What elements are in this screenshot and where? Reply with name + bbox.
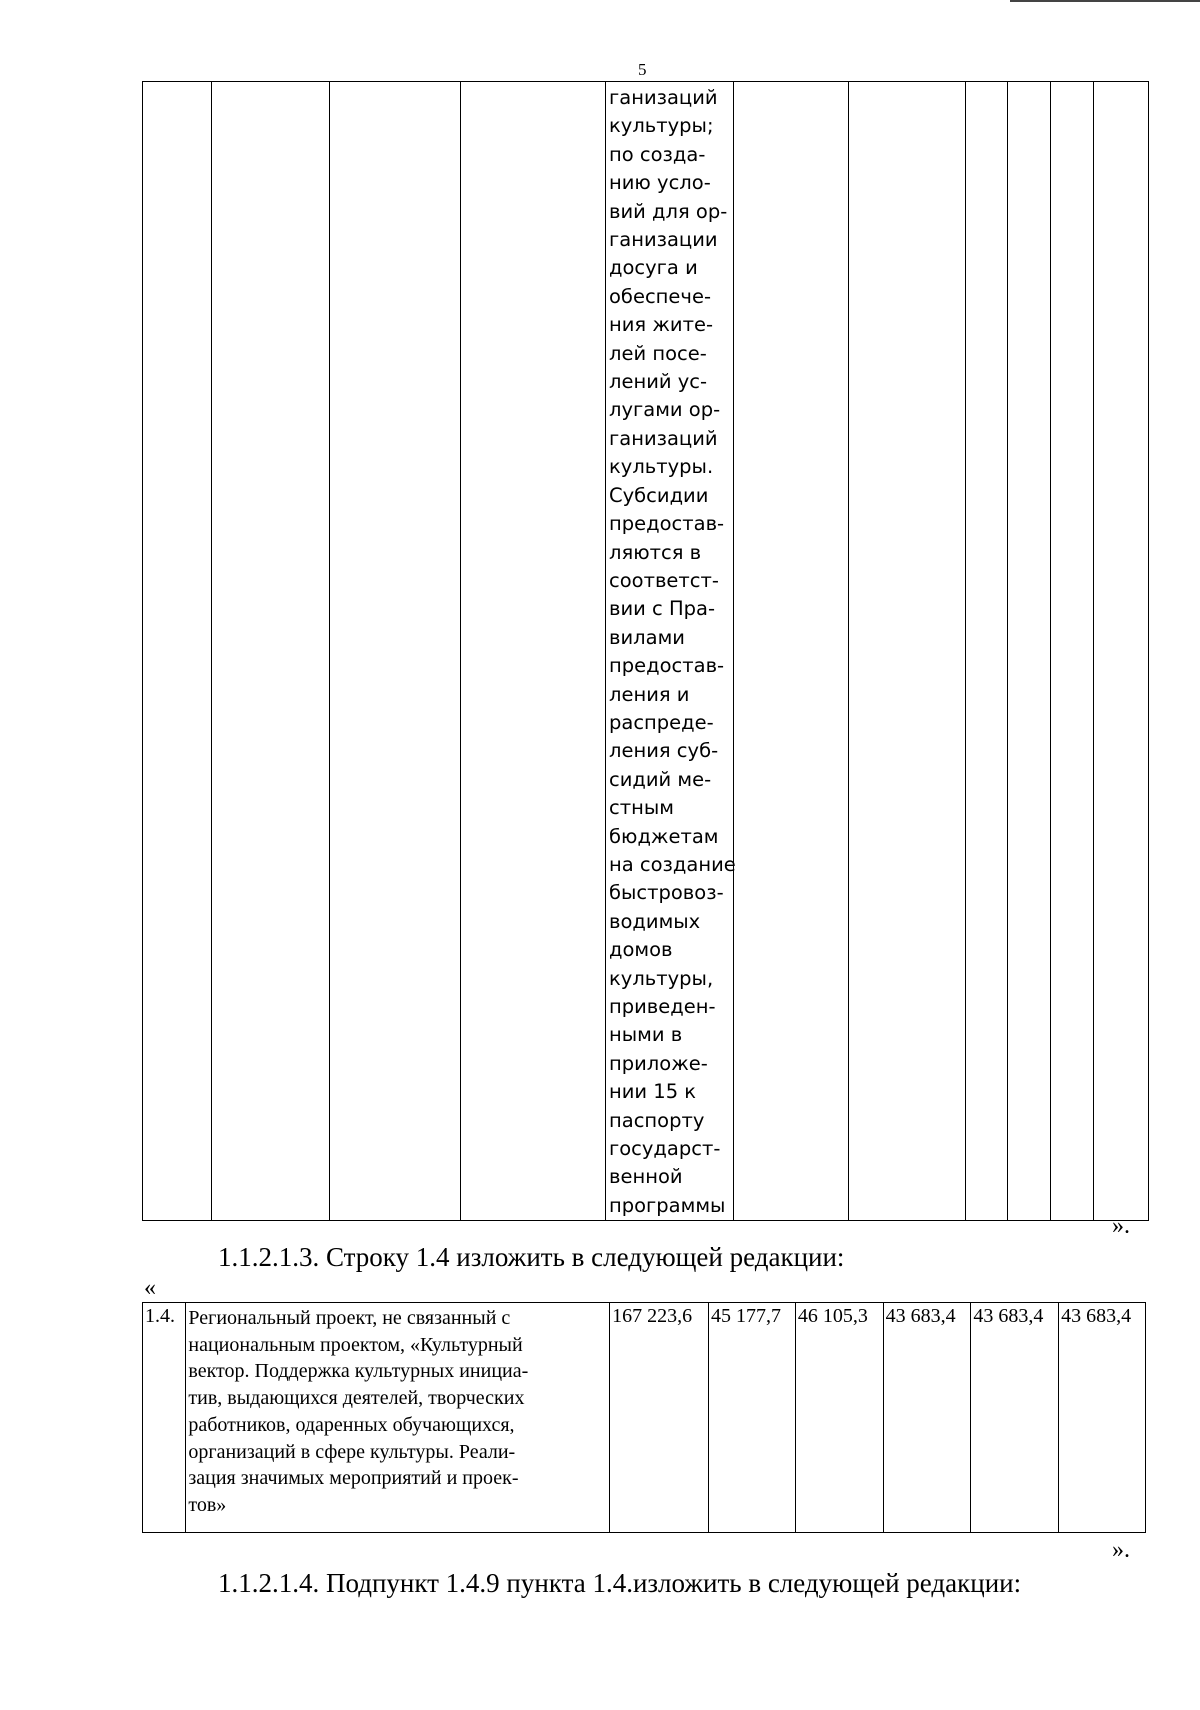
- value-cell: 45 177,7: [709, 1303, 796, 1533]
- text-line: государст-: [609, 1137, 721, 1161]
- text-line: по созда-: [609, 142, 706, 166]
- text-line: стным: [609, 796, 674, 820]
- table-cell: [330, 82, 461, 1221]
- text-line: нии 15 к: [609, 1080, 697, 1104]
- value-cell: 167 223,6: [610, 1303, 709, 1533]
- text-line: зация значимых мероприятий и проек-: [188, 1467, 519, 1490]
- text-line: культуры.: [609, 455, 714, 479]
- continuation-table: [142, 81, 1149, 1221]
- text-line: бюджетам: [609, 824, 719, 848]
- table-cell: [461, 82, 606, 1221]
- text-line: распреде-: [609, 710, 714, 734]
- value-cell: 43 683,4: [1059, 1303, 1146, 1533]
- text-line: сидий ме-: [609, 767, 712, 791]
- text-line: вилами: [609, 625, 685, 649]
- opening-quote: «: [144, 1275, 156, 1301]
- text-line: паспорту: [609, 1108, 705, 1132]
- text-line: обеспече-: [609, 284, 711, 308]
- text-line: ления суб-: [609, 739, 719, 763]
- text-line: ления и: [609, 682, 690, 706]
- value-cell: 46 105,3: [795, 1303, 883, 1533]
- table-cell: [143, 82, 212, 1221]
- text-line: программы: [609, 1193, 726, 1217]
- value-cell: 43 683,4: [971, 1303, 1059, 1533]
- closing-quote: ».: [1112, 1213, 1130, 1239]
- text-line: ганизаций: [609, 86, 718, 109]
- text-line: водимых: [609, 909, 701, 933]
- text-line: соответст-: [609, 568, 719, 592]
- text-line: предостав-: [609, 512, 725, 536]
- text-line: приведен-: [609, 995, 716, 1018]
- text-line: организаций в сфере культуры. Реали-: [188, 1440, 516, 1463]
- instruction-text: 1.1.2.1.4. Подпункт 1.4.9 пункта 1.4.изложить в следующей редакции:: [218, 1568, 1022, 1598]
- text-line: ными в: [609, 1023, 683, 1047]
- text-line: ганизации: [609, 228, 718, 252]
- text-line: ганизаций: [609, 426, 718, 450]
- instruction-text: 1.1.2.1.3. Строку 1.4 изложить в следующей редакции:: [218, 1242, 845, 1272]
- project-description: [186, 1303, 610, 1533]
- text-line: тов»: [188, 1493, 227, 1516]
- text-line: Субсидии: [609, 483, 709, 507]
- table-cell: [966, 82, 1008, 1221]
- text-line: вий для ор-: [609, 199, 728, 223]
- table-cell: [1051, 82, 1094, 1221]
- closing-quote: ».: [1112, 1537, 1130, 1563]
- text-line: лей посе-: [609, 341, 707, 365]
- text-line: венной: [609, 1165, 683, 1189]
- page-number: 5: [638, 60, 647, 79]
- text-line: ляются в: [609, 540, 702, 564]
- text-line: предостав-: [609, 654, 725, 678]
- table-cell: [1094, 82, 1149, 1221]
- text-line: культуры,: [609, 966, 714, 990]
- table-cell: [1008, 82, 1051, 1221]
- top-edge-line: [1010, 0, 1200, 2]
- text-line: ния жите-: [609, 313, 713, 337]
- text-line: на создание: [609, 852, 736, 876]
- table-cell: [849, 82, 966, 1221]
- table-cell: [212, 82, 330, 1221]
- text-line: вектор. Поддержка культурных инициа-: [188, 1360, 529, 1383]
- row-number: 1.4.: [143, 1303, 186, 1533]
- text-line: национальным проектом, «Культурный: [188, 1333, 523, 1356]
- text-line: работников, одаренных обучающихся,: [188, 1413, 515, 1436]
- text-line: лугами ор-: [609, 398, 721, 422]
- table-cell: [734, 82, 849, 1221]
- text-line: приложе-: [609, 1051, 708, 1075]
- text-line: тив, выдающихся деятелей, творческих: [188, 1387, 525, 1410]
- text-line: нию усло-: [609, 171, 711, 195]
- text-line: Региональный проект, не связанный с: [188, 1307, 511, 1329]
- value-cell: 43 683,4: [883, 1303, 971, 1533]
- row-1-4-table: [142, 1302, 1146, 1533]
- text-line: лений ус-: [609, 370, 708, 394]
- text-line: вии с Пра-: [609, 597, 715, 621]
- text-line: досуга и: [609, 256, 698, 280]
- description-cell: [606, 82, 734, 1221]
- text-line: культуры;: [609, 114, 714, 138]
- text-line: быстровоз-: [609, 881, 724, 905]
- text-line: домов: [609, 938, 673, 962]
